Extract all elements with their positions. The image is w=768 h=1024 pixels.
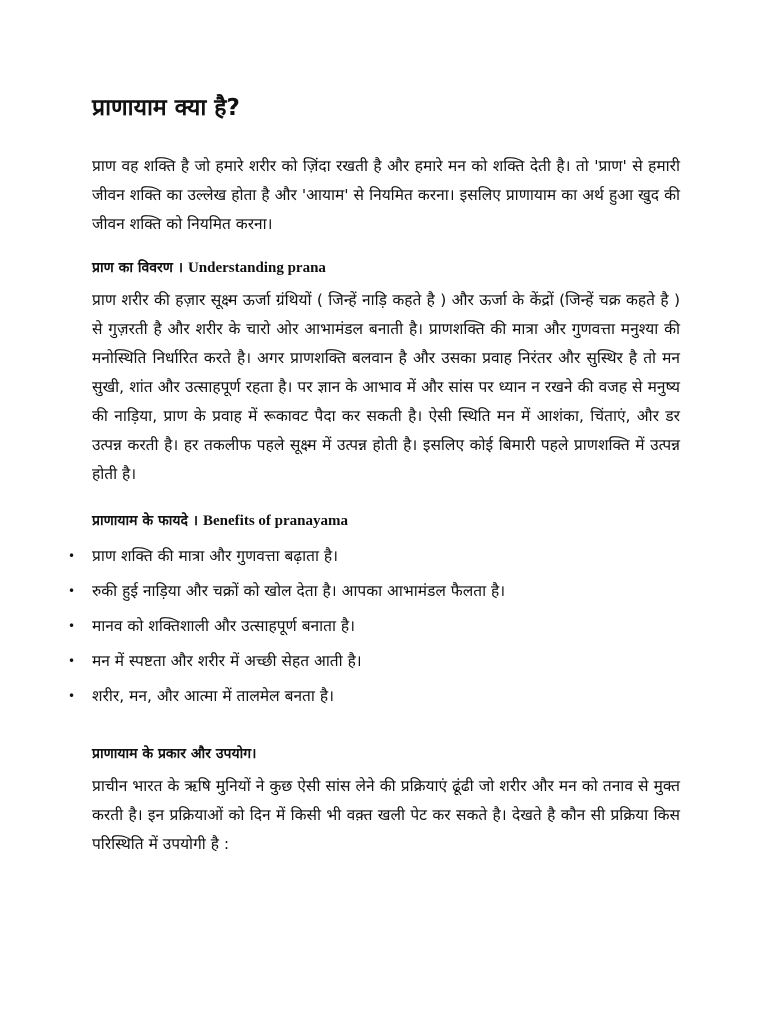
types-section-heading: प्राणायाम के प्रकार और उपयोग। [92, 746, 257, 762]
page-title: प्राणायाम क्या है? [92, 95, 240, 121]
bullet-icon: • [68, 549, 76, 563]
list-item [68, 644, 680, 679]
benefits-list [68, 539, 680, 714]
list-item-text: मानव को शक्तिशाली और उत्साहपूर्ण बनाता है। [92, 617, 356, 635]
bullet-icon: • [68, 619, 76, 633]
list-item [68, 609, 680, 644]
types-paragraph: प्राचीन भारत के ऋषि मुनियों ने कुछ ऐसी सांस लेने की प्रक्रियाएं ढूंढी जो शरीर और मन को तनाव से मुक्त करती है। इन प्रक्रियाओं को दिन में किसी भी वक़्त खली पेट कर सकते है। देखते है कौन सी प्रक्रिया किस परिस्थिति में उपयोगी है : [92, 777, 680, 853]
list-item [68, 539, 680, 574]
list-item-text: प्राण शक्ति की मात्रा और गुणवत्ता बढ़ाता है। [92, 547, 339, 565]
list-item [68, 574, 680, 609]
bullet-icon: • [68, 584, 76, 598]
intro-paragraph: प्राण वह शक्ति है जो हमारे शरीर को ज़िंदा रखती है और हमारे मन को शक्ति देती है। तो 'प्राण' से हमारी जीवन शक्ति का उल्लेख होता है और 'आयाम' से नियमित करना। इसलिए प्राणायाम का अर्थ हुआ खुद की जीवन शक्ति को नियमित करना। [92, 157, 680, 233]
list-item [68, 679, 680, 714]
benefits-section-heading [92, 509, 680, 533]
benefits-heading-english: Benefits of pranayama [203, 513, 348, 529]
prana-paragraph: प्राण शरीर की हज़ार सूक्ष्म ऊर्जा ग्रंथियों ( जिन्हें नाड़ि कहते है ) और ऊर्जा के केंद्रों (जिन्हें चक्र कहते है ) से गुज़रती है और शरीर के चारो ओर आभामंडल बनाती है। प्राणशक्ति की मात्रा और गुणवत्ता मनुश्या की मनोस्थिति निर्धारित करते है। अगर प्राणशक्ति बलवान है और उसका प्रवाह निरंतर और सुस्थिर है तो मन सुखी, शांत और उत्साहपूर्ण रहता है। पर ज्ञान के आभाव में और सांस पर ध्यान न रखने की वजह से मनुष्य की नाड़िया, प्राण के प्रवाह में रूकावट पैदा कर सकती है। ऐसी स्थिति मन में आशंका, चिंताएं, और डर उत्पन्न करती है। हर तकलीफ पहले सूक्ष्म में उत्पन्न होती है। इसलिए कोई बिमारी पहले प्राणशक्ति में उत्पन्न होती है। [92, 291, 680, 483]
list-item-text: मन में स्पष्टता और शरीर में अच्छी सेहत आती है। [92, 652, 362, 670]
prana-section-heading [92, 256, 680, 280]
prana-heading-hindi: प्राण का विवरण [92, 260, 173, 276]
benefits-heading-hindi: प्राणायाम के फायदे [92, 513, 188, 529]
list-item-text: शरीर, मन, और आत्मा में तालमेल बनता है। [92, 687, 334, 705]
prana-heading-separator: । [172, 260, 188, 276]
prana-heading-english: Understanding prana [187, 260, 326, 276]
benefits-heading-separator: । [187, 513, 203, 529]
list-item-text: रुकी हुई नाड़िया और चक्रों को खोल देता है। आपका आभामंडल फैलता है। [92, 582, 506, 600]
bullet-icon: • [68, 654, 76, 668]
bullet-icon: • [68, 689, 76, 703]
